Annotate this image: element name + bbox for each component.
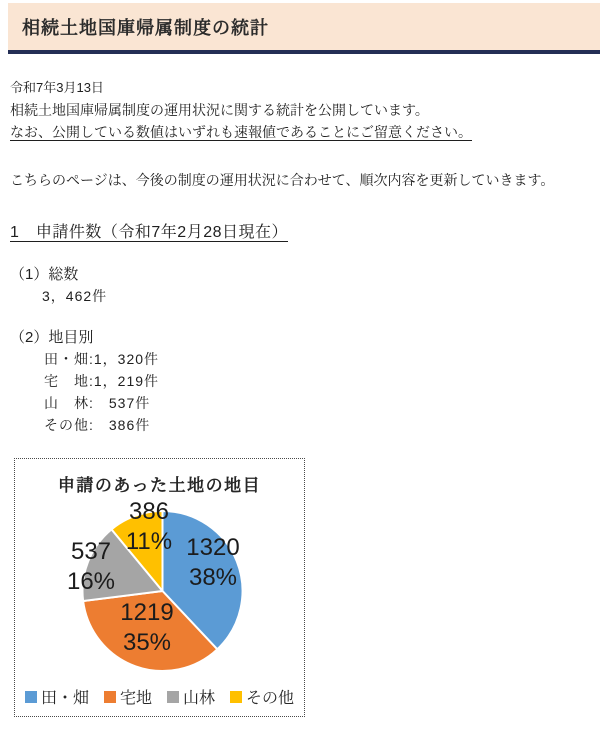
pie-label-value: 1320 xyxy=(186,534,240,561)
legend-item-sonota xyxy=(230,685,294,708)
land-type-item: 田・畑:1，320件 xyxy=(44,351,160,367)
intro-line-2-underlined: なお、公開している数値はいずれも速報値であることにご留意ください。 xyxy=(10,124,472,140)
legend-label: 宅地 xyxy=(119,690,152,707)
page-header-banner xyxy=(8,3,600,54)
pie-label-value: 1219 xyxy=(120,599,174,626)
publish-date: 令和7年3月13日 xyxy=(10,80,104,95)
legend-item-sanrin xyxy=(167,685,215,708)
legend-label: 田・畑 xyxy=(40,690,89,707)
legend-label: その他 xyxy=(246,690,295,707)
pie-label-percent: 11% xyxy=(125,528,173,555)
land-type-item: その他: 386件 xyxy=(44,417,151,433)
update-note: こちらのページは、今後の制度の運用状況に合わせて、順次内容を更新していきます。 xyxy=(10,172,555,188)
land-type-item: 山 林: 537件 xyxy=(44,395,151,411)
pie-label-value: 537 xyxy=(70,538,112,565)
pie-label-sonota xyxy=(126,497,172,557)
total-count-value: 3，462件 xyxy=(42,288,108,304)
pie-label-takuchi xyxy=(120,598,173,658)
pie-label-sanrin xyxy=(67,537,115,597)
legend-item-ta-hata xyxy=(25,685,89,708)
total-count-label: （1）総数 xyxy=(10,266,79,283)
intro-line-1: 相続土地国庫帰属制度の運用状況に関する統計を公開しています。 xyxy=(10,102,429,118)
chart-title: 申請のあった土地の地目 xyxy=(57,476,262,495)
land-type-item: 宅 地:1，219件 xyxy=(44,373,160,389)
legend-swatch-orange xyxy=(104,691,116,703)
legend-label: 山林 xyxy=(183,690,216,707)
pie-label-percent: 38% xyxy=(188,564,238,591)
legend-swatch-blue xyxy=(25,691,37,703)
page-title: 相続土地国庫帰属制度の統計 xyxy=(22,17,269,38)
chart-legend xyxy=(15,685,304,708)
legend-swatch-gray xyxy=(167,691,179,703)
pie-chart-panel xyxy=(14,458,305,717)
pie-label-percent: 16% xyxy=(66,568,116,595)
pie-label-ta-hata xyxy=(186,533,239,593)
pie-label-percent: 35% xyxy=(122,629,172,656)
pie-label-value: 386 xyxy=(128,498,170,525)
section-heading-applications: 1 申請件数（令和7年2月28日現在） xyxy=(10,224,288,241)
legend-item-takuchi xyxy=(104,685,152,708)
legend-swatch-yellow xyxy=(230,691,242,703)
by-land-type-label: （2）地目別 xyxy=(10,329,94,346)
